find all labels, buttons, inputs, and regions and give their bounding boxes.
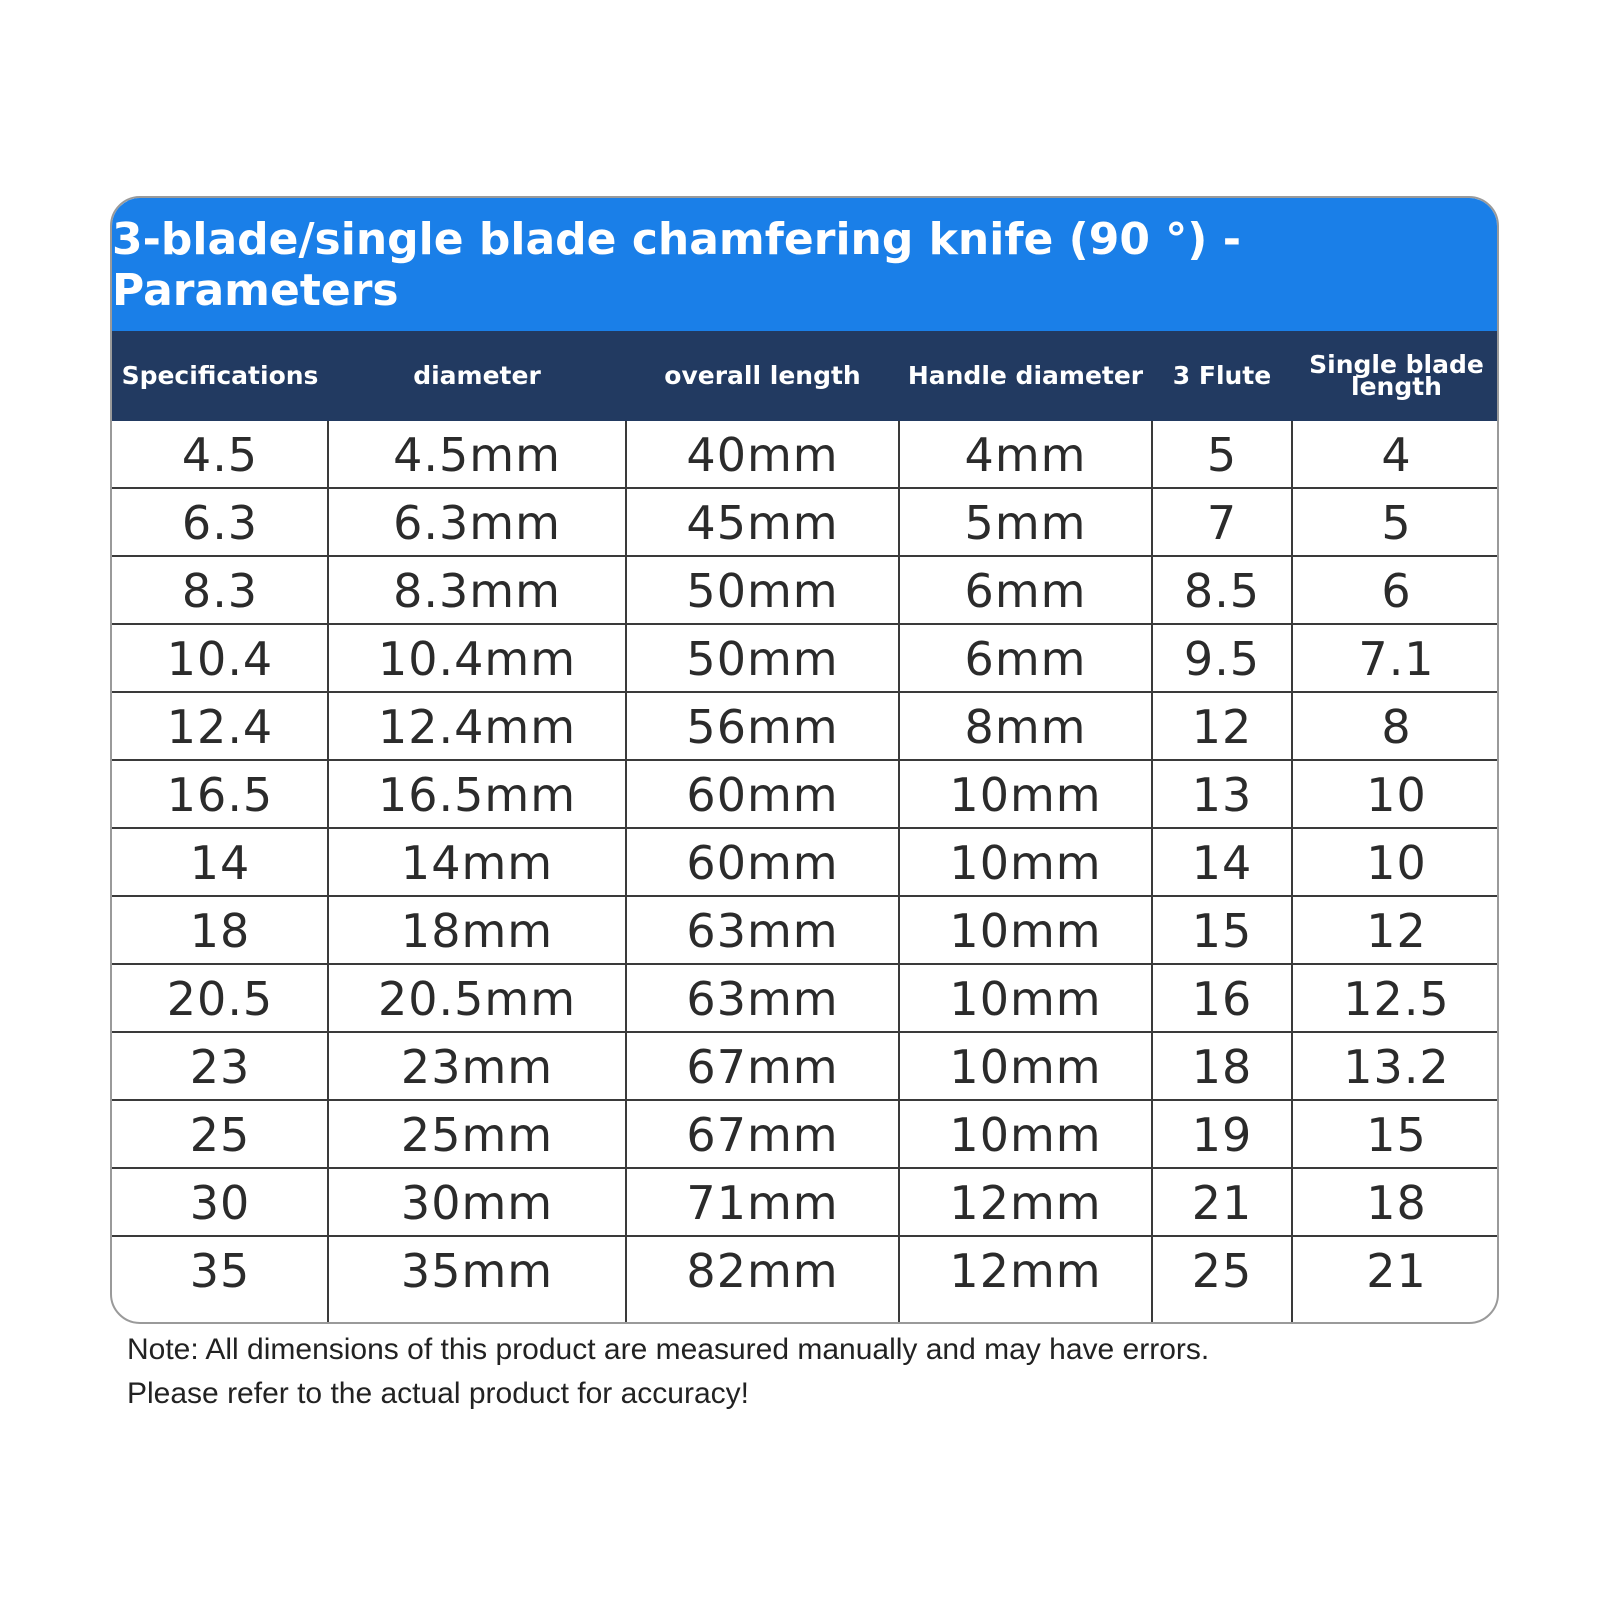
table-cell: 4.5 bbox=[181, 428, 259, 482]
table-cell: 10mm bbox=[949, 1108, 1102, 1162]
table-cell: 18 bbox=[1366, 1176, 1427, 1230]
table-cell: 25 bbox=[1191, 1244, 1253, 1298]
table-cell: 4 bbox=[1381, 428, 1412, 482]
table-cell: 10mm bbox=[949, 904, 1102, 958]
table-cell: 20.5 bbox=[166, 972, 274, 1026]
table-cell: 25mm bbox=[400, 1108, 554, 1162]
table-row bbox=[112, 1101, 1497, 1169]
table-cell: 82mm bbox=[686, 1244, 839, 1298]
table-cell: 4.5mm bbox=[393, 428, 561, 482]
table-row bbox=[112, 761, 1497, 829]
table-cell: 14 bbox=[1191, 836, 1253, 890]
table-cell: 10 bbox=[1366, 768, 1427, 822]
table-cell: 63mm bbox=[686, 904, 839, 958]
header-diameter: diameter bbox=[413, 361, 541, 390]
table-cell: 10 bbox=[1366, 836, 1427, 890]
table-cell: 12mm bbox=[949, 1176, 1102, 1230]
table-cell: 71mm bbox=[686, 1176, 839, 1230]
table-cell: 5mm bbox=[964, 496, 1087, 550]
table-cell: 14mm bbox=[400, 836, 554, 890]
table-cell: 30 bbox=[189, 1176, 251, 1230]
table-cell: 67mm bbox=[686, 1040, 839, 1094]
table-cell: 67mm bbox=[686, 1108, 839, 1162]
table-cell: 18mm bbox=[400, 904, 554, 958]
table-row bbox=[112, 1033, 1497, 1101]
header-single-blade-line2: length bbox=[1351, 372, 1442, 401]
table-cell: 18 bbox=[189, 904, 251, 958]
table-cell: 20.5mm bbox=[377, 972, 577, 1026]
table-cell: 5 bbox=[1206, 428, 1238, 482]
table-cell: 35mm bbox=[400, 1244, 554, 1298]
table-cell: 12 bbox=[1191, 700, 1253, 754]
table-cell: 45mm bbox=[686, 496, 839, 550]
table-cell: 63mm bbox=[686, 972, 839, 1026]
table-row bbox=[112, 965, 1497, 1033]
header-overall-length: overall length bbox=[664, 361, 861, 390]
table-cell: 60mm bbox=[686, 836, 839, 890]
table-cell: 16.5mm bbox=[377, 768, 577, 822]
table-cell: 50mm bbox=[686, 632, 839, 686]
table-cell: 16 bbox=[1191, 972, 1253, 1026]
table-cell: 12mm bbox=[949, 1244, 1102, 1298]
table-cell: 6.3mm bbox=[393, 496, 561, 550]
table-cell: 10.4 bbox=[166, 632, 274, 686]
header-specifications: Specifications bbox=[121, 361, 319, 390]
table-cell: 6mm bbox=[964, 564, 1087, 618]
header-single-blade-line1: Single blade bbox=[1309, 350, 1484, 379]
table-cell: 50mm bbox=[686, 564, 839, 618]
table-cell: 10mm bbox=[949, 768, 1102, 822]
table-cell: 12.5 bbox=[1343, 972, 1450, 1026]
header-handle-diameter: Handle diameter bbox=[907, 361, 1144, 390]
table-cell: 14 bbox=[189, 836, 251, 890]
table-cell: 12.4mm bbox=[377, 700, 577, 754]
note-line-1: Note: All dimensions of this product are measured manually and may have errors. bbox=[127, 1333, 1210, 1366]
table-cell: 10mm bbox=[949, 972, 1102, 1026]
table-cell: 6mm bbox=[964, 632, 1087, 686]
table-cell: 15 bbox=[1191, 904, 1253, 958]
table-row bbox=[112, 421, 1497, 489]
note-text bbox=[127, 1328, 1209, 1416]
table-cell: 21 bbox=[1191, 1176, 1253, 1230]
table-cell: 18 bbox=[1191, 1040, 1253, 1094]
table-cell: 10mm bbox=[949, 1040, 1102, 1094]
table-title: 3-blade/single blade chamfering knife (90 °) - Parameters bbox=[112, 198, 1497, 331]
table-row bbox=[112, 489, 1497, 557]
table-cell: 6.3 bbox=[181, 496, 259, 550]
table-cell: 6 bbox=[1381, 564, 1412, 618]
table-cell: 21 bbox=[1366, 1244, 1427, 1298]
table-cell: 16.5 bbox=[166, 768, 274, 822]
table-cell: 8 bbox=[1381, 700, 1412, 754]
table-cell: 5 bbox=[1381, 496, 1412, 550]
table-cell: 19 bbox=[1191, 1108, 1253, 1162]
table-cell: 7.1 bbox=[1358, 632, 1435, 686]
table-cell: 60mm bbox=[686, 768, 839, 822]
table-cell: 56mm bbox=[686, 700, 839, 754]
table-row bbox=[112, 693, 1497, 761]
table-row bbox=[112, 625, 1497, 693]
table-cell: 12.4 bbox=[166, 700, 274, 754]
table-cell: 7 bbox=[1206, 496, 1238, 550]
table-cell: 25 bbox=[189, 1108, 251, 1162]
table-cell: 10mm bbox=[949, 836, 1102, 890]
table-cell: 10.4mm bbox=[377, 632, 577, 686]
table-cell: 30mm bbox=[400, 1176, 554, 1230]
table-row bbox=[112, 829, 1497, 897]
table-row bbox=[112, 897, 1497, 965]
table-cell: 8.3mm bbox=[393, 564, 561, 618]
table-cell: 35 bbox=[189, 1244, 251, 1298]
table-cell: 23mm bbox=[400, 1040, 554, 1094]
table-cell: 40mm bbox=[686, 428, 839, 482]
header-single-blade-length bbox=[1292, 331, 1499, 421]
table-cell: 13 bbox=[1191, 768, 1253, 822]
table-cell: 8mm bbox=[964, 700, 1087, 754]
table-cell: 8.3 bbox=[181, 564, 259, 618]
table-cell: 4mm bbox=[964, 428, 1087, 482]
table-header-row bbox=[112, 331, 1497, 421]
header-3-flute: 3 Flute bbox=[1172, 361, 1272, 390]
table-row bbox=[112, 1169, 1497, 1237]
parameters-table-card bbox=[110, 196, 1499, 1324]
table-row bbox=[112, 1237, 1497, 1305]
table-cell: 8.5 bbox=[1183, 564, 1261, 618]
table-cell: 23 bbox=[189, 1040, 251, 1094]
table-cell: 9.5 bbox=[1183, 632, 1261, 686]
note-line-2: Please refer to the actual product for accuracy! bbox=[127, 1377, 749, 1410]
table-cell: 15 bbox=[1366, 1108, 1427, 1162]
table-cell: 12 bbox=[1366, 904, 1427, 958]
table-cell: 13.2 bbox=[1343, 1040, 1450, 1094]
table-row bbox=[112, 557, 1497, 625]
